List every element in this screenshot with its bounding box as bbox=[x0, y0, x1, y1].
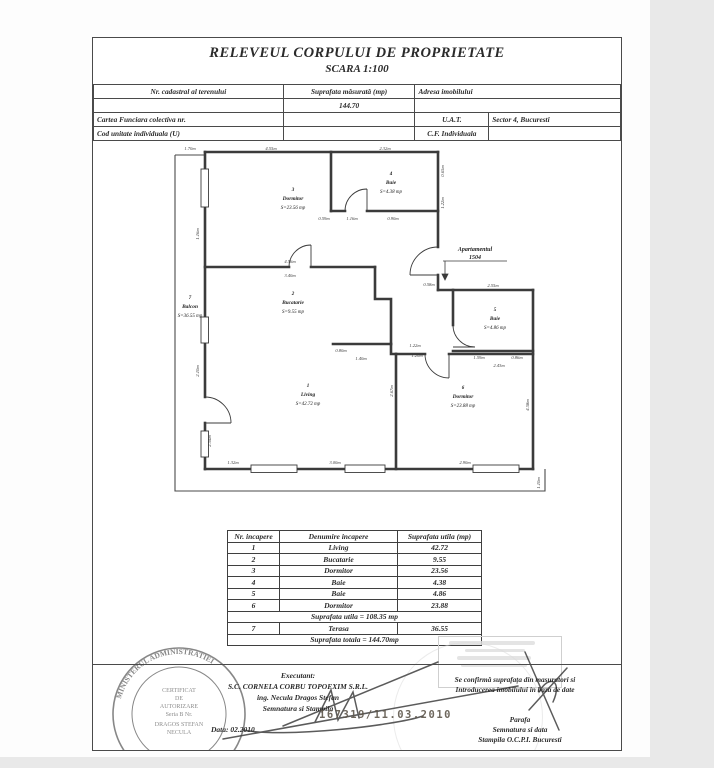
apartment-walls bbox=[205, 152, 533, 469]
svg-text:NECULA: NECULA bbox=[166, 730, 192, 736]
svg-text:1.10m: 1.10m bbox=[536, 477, 541, 489]
windows bbox=[201, 169, 519, 473]
svg-text:1.16m: 1.16m bbox=[195, 228, 200, 240]
svg-text:0.90m: 0.90m bbox=[387, 216, 399, 221]
svg-text:Dormitor: Dormitor bbox=[282, 196, 304, 202]
document-scale: SCARA 1:100 bbox=[325, 63, 389, 75]
svg-text:1.16m: 1.16m bbox=[346, 216, 358, 221]
svg-text:S=9.55 mp: S=9.55 mp bbox=[282, 310, 304, 315]
svg-text:Baie: Baie bbox=[385, 180, 397, 186]
room-label-baie-4 bbox=[380, 172, 402, 195]
executant-company: S.C. CORNELA CORBU TOPOEXIM S.R.L. bbox=[227, 682, 369, 691]
svg-text:CERTIFICAT: CERTIFICAT bbox=[162, 688, 196, 694]
svg-text:1: 1 bbox=[306, 384, 310, 389]
terrace-outline bbox=[175, 155, 545, 491]
svg-text:S=36.55 mp: S=36.55 mp bbox=[177, 314, 203, 319]
svg-text:S=4.86 mp: S=4.86 mp bbox=[484, 326, 506, 331]
executant-label: Executant: bbox=[280, 671, 316, 680]
svg-text:S=4.38 mp: S=4.38 mp bbox=[380, 190, 402, 195]
rooms-table bbox=[227, 530, 482, 646]
col-nr-incapere: Nr. incapere bbox=[228, 531, 280, 543]
signature-block bbox=[93, 664, 621, 751]
svg-text:AUTORIZARE: AUTORIZARE bbox=[159, 704, 199, 710]
uat-value: Sector 4, Bucuresti bbox=[489, 113, 621, 127]
floor-plan bbox=[93, 139, 621, 527]
svg-text:2.10m: 2.10m bbox=[195, 365, 200, 377]
uat-label: U.A.T. bbox=[415, 113, 489, 127]
svg-text:0.65m: 0.65m bbox=[440, 165, 445, 177]
svg-text:2.32m: 2.32m bbox=[379, 146, 391, 151]
col-denumire: Denumire incapere bbox=[280, 531, 398, 543]
svg-text:6: 6 bbox=[461, 386, 465, 391]
adresa-label: Adresa imobilului bbox=[415, 85, 621, 99]
svg-text:3.40m: 3.40m bbox=[284, 273, 296, 278]
room-label-dormitor-3 bbox=[281, 188, 306, 211]
executant-signature-label: Semnatura si Stampila bbox=[262, 704, 334, 713]
svg-text:2.54m: 2.54m bbox=[207, 435, 212, 447]
svg-text:2.90m: 2.90m bbox=[459, 460, 471, 465]
svg-text:1.22m: 1.22m bbox=[440, 197, 445, 209]
title-block bbox=[93, 38, 621, 85]
executant-block bbox=[175, 670, 421, 714]
svg-text:2.55m: 2.55m bbox=[487, 283, 499, 288]
utila-total: Suprafata utila = 108.35 mp bbox=[228, 611, 482, 623]
document-sheet bbox=[92, 37, 622, 751]
adresa-value bbox=[415, 99, 621, 113]
table-row: 5 Baie 4.86 bbox=[228, 588, 482, 600]
room-label-bucatarie-2 bbox=[281, 292, 304, 315]
svg-text:0.59m: 0.59m bbox=[318, 216, 330, 221]
svg-text:DRAGOS STEFAN: DRAGOS STEFAN bbox=[154, 722, 204, 728]
apartment-label: Apartamentul bbox=[457, 247, 493, 253]
document-title: RELEVEUL CORPULUI DE PROPRIETATE bbox=[209, 45, 505, 61]
table-row: 2 Bucatarie 9.55 bbox=[228, 554, 482, 566]
grand-total: Suprafata totala = 144.70mp bbox=[228, 634, 482, 646]
cf-individuala-label: C.F. Individuala bbox=[415, 127, 489, 141]
executant-name: ing. Necula Dragos Stefan bbox=[256, 693, 340, 702]
apartment-label-leader bbox=[442, 261, 507, 280]
nr-cadastral-label: Nr. cadastral al terenului bbox=[94, 85, 284, 99]
svg-text:3: 3 bbox=[291, 188, 295, 193]
svg-text:Seria B Nr.: Seria B Nr. bbox=[165, 712, 193, 718]
svg-text:4.55m: 4.55m bbox=[265, 146, 277, 151]
svg-text:4.56m: 4.56m bbox=[284, 259, 296, 264]
svg-text:1.40m: 1.40m bbox=[355, 356, 367, 361]
room-label-living-1 bbox=[296, 384, 321, 407]
cod-unitate-label: Cod unitate individuala (U) bbox=[94, 127, 284, 141]
scan-edge-bottom bbox=[0, 757, 714, 768]
suprafata-masurata-label: Suprafata măsurată (mp) bbox=[283, 85, 415, 99]
svg-text:S=42.72 mp: S=42.72 mp bbox=[295, 402, 321, 407]
rooms-table-header-row bbox=[228, 531, 482, 543]
table-row: 1 Living 42.72 bbox=[228, 542, 482, 554]
nr-cadastral-value bbox=[94, 99, 284, 113]
header-fields-table bbox=[93, 84, 621, 141]
table-row: 4 Baie 4.38 bbox=[228, 577, 482, 589]
svg-text:Living: Living bbox=[300, 392, 316, 398]
carte-funciara-value bbox=[283, 113, 415, 127]
room-label-baie-5 bbox=[484, 308, 506, 331]
confirmation-text: Se confirmă suprafața din masuratori si Introducerea imobilului in baza de date bbox=[454, 675, 576, 694]
svg-text:Dormitor: Dormitor bbox=[452, 394, 474, 400]
scan-edge-right bbox=[650, 0, 714, 768]
apartment-number: 1504 bbox=[469, 255, 481, 261]
col-suprafata: Suprafata utila (mp) bbox=[398, 531, 482, 543]
svg-text:2.67m: 2.67m bbox=[389, 385, 394, 397]
terasa-row: 7 Terasa 36.55 bbox=[228, 623, 482, 635]
stamp-ring-top-text: MINISTERUL ADMINISTRATIEI bbox=[114, 646, 216, 700]
svg-text:Baie: Baie bbox=[489, 316, 501, 322]
svg-text:4.58m: 4.58m bbox=[525, 399, 530, 411]
svg-text:0.80m: 0.80m bbox=[335, 348, 347, 353]
svg-text:7: 7 bbox=[188, 296, 192, 301]
svg-text:5: 5 bbox=[493, 308, 497, 313]
floor-plan-drawing bbox=[93, 139, 621, 527]
table-row: 6 Dormitor 23.88 bbox=[228, 600, 482, 612]
svg-text:Bucatarie: Bucatarie bbox=[282, 300, 304, 306]
carte-funciara-label: Cartea Funciara colectiva nr. bbox=[94, 113, 284, 127]
svg-text:1.32m: 1.32m bbox=[227, 460, 239, 465]
svg-text:Balcon: Balcon bbox=[182, 304, 198, 310]
doors bbox=[205, 189, 475, 423]
svg-text:1.20m: 1.20m bbox=[411, 353, 423, 358]
svg-text:1.59m: 1.59m bbox=[473, 355, 485, 360]
parafa-block: Parafa Semnatura si data Stampila O.C.P.I. Bucuresti bbox=[478, 715, 562, 744]
svg-text:3.00m: 3.00m bbox=[329, 460, 341, 465]
svg-text:S=23.56 mp: S=23.56 mp bbox=[280, 206, 306, 211]
registration-stamp-number: 167319/11.03.2010 bbox=[319, 709, 452, 721]
suprafata-masurata-value: 144.70 bbox=[283, 99, 415, 113]
svg-text:S=23.88 mp: S=23.88 mp bbox=[450, 404, 476, 409]
room-label-balcon-7 bbox=[178, 296, 203, 319]
svg-text:2: 2 bbox=[291, 292, 295, 297]
executant-date: Data: 02.2010 bbox=[211, 725, 255, 734]
utila-total-row bbox=[228, 611, 482, 623]
svg-text:0.86m: 0.86m bbox=[511, 355, 523, 360]
svg-text:4: 4 bbox=[389, 172, 393, 177]
room-label-dormitor-6 bbox=[451, 386, 476, 409]
svg-text:1.22m: 1.22m bbox=[409, 343, 421, 348]
dimension-labels bbox=[184, 146, 541, 489]
svg-text:1.70m: 1.70m bbox=[184, 146, 196, 151]
svg-text:2.43m: 2.43m bbox=[493, 363, 505, 368]
svg-text:0.58m: 0.58m bbox=[423, 282, 435, 287]
svg-text:DE: DE bbox=[175, 696, 183, 702]
table-row: 3 Dormitor 23.56 bbox=[228, 565, 482, 577]
